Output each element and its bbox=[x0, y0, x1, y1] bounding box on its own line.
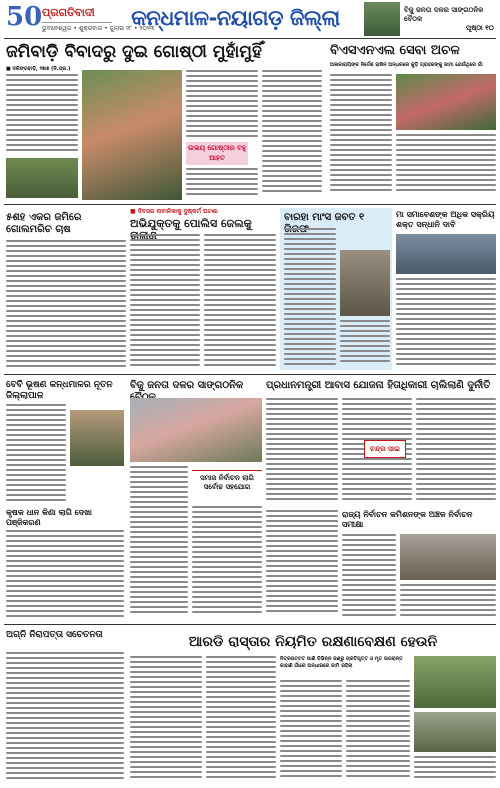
collector-photo bbox=[70, 410, 124, 466]
bjd-photo bbox=[130, 398, 262, 462]
theft-photo bbox=[340, 250, 390, 316]
ration-rule bbox=[192, 470, 262, 471]
pm-body-col3 bbox=[416, 398, 496, 506]
election-body-col1 bbox=[342, 534, 396, 620]
ration-body bbox=[192, 506, 262, 620]
theft-headline: ବାରହା ମାଂସ ଜବତ ୧ bbox=[284, 212, 365, 223]
road-photo-1 bbox=[414, 656, 496, 708]
police-body-col1 bbox=[130, 234, 200, 370]
road-body-col3 bbox=[280, 680, 342, 784]
theft-body-col1 bbox=[284, 228, 336, 368]
road-headline: ଆରଡି ରାସ୍ତାର ନିୟମିତ ରକ୍ଷଣାବେକ୍ଷଣ ହେଉନି bbox=[188, 634, 438, 650]
section-rule-1 bbox=[4, 204, 496, 205]
pm-headline: ପ୍ରଧାନମନ୍ତ୍ରୀ ଆବାସ ଯୋଜନା ହିତାଧିକାରୀ ଚାଲିଲାଣି ଦୁର୍ନୀତି bbox=[266, 380, 491, 391]
section-rule-3 bbox=[4, 624, 496, 625]
lead-body-col3 bbox=[186, 168, 258, 200]
masthead-rule bbox=[4, 38, 496, 39]
bsnl-body-col1 bbox=[330, 74, 392, 198]
bjd-headline: ବିଜୁ ଜନତା ଦଳର ସାଙ୍ଗଠନିକ bbox=[130, 380, 244, 391]
newspaper-logo: 50 bbox=[6, 2, 43, 32]
lead-photo-women bbox=[82, 70, 182, 200]
road-body-col4 bbox=[346, 680, 410, 784]
health-body bbox=[396, 278, 496, 370]
election-photo bbox=[400, 534, 496, 580]
section-rule-2 bbox=[4, 374, 496, 375]
bsnl-photo bbox=[396, 74, 496, 130]
lead-caption: ଉଭୟ ଗୋଷ୍ଠୀର ବହୁ ଆହତ bbox=[186, 142, 248, 165]
bsnl-body-col2 bbox=[396, 134, 496, 198]
fire-body bbox=[6, 652, 124, 784]
page-title: କନ୍ଧମାଳ-ନୟାଗଡ଼ ଜିଲ୍ଲା bbox=[131, 6, 340, 30]
pm-body-col1 bbox=[266, 398, 338, 506]
pm-body-col4 bbox=[266, 510, 338, 620]
pepper-body bbox=[6, 240, 126, 370]
road-body-col5 bbox=[414, 756, 496, 784]
police-headline: ଅଭିଯୁକ୍ତକୁ ପୋଲିସ ଜେଲକୁ bbox=[130, 217, 252, 230]
road-body-col2 bbox=[206, 656, 276, 784]
health-headline: ମା ସମାବେଶଙ୍କ ଅଧିକ ସକ୍ରିୟ ଶକ୍ତ ସନ୍ଧାନି ଦାବି bbox=[396, 210, 495, 229]
lead-byline: ■ ଦରିଙ୍ଗବାଡ଼ି, ୨୭ା୭ (ନି.ପ୍ର.) bbox=[6, 66, 71, 72]
logo-divider bbox=[42, 22, 112, 23]
road-body-col1 bbox=[130, 656, 202, 784]
lead-body-col1 bbox=[6, 74, 78, 156]
ad-text: ବିଜୁ ଜନତା ଦଳର ସାଙ୍ଗଠନିକ ବୈଠକ bbox=[404, 6, 484, 23]
police-body-col2 bbox=[204, 234, 276, 370]
bsnl-headline: ବିଏସଏନଏଲ ସେବା ଅଚଳ bbox=[330, 43, 460, 58]
pepper-headline: ୫ଶହ ଏକର ଜମିରେ ଗୋଲମରିଚ ଚାଷ bbox=[6, 212, 82, 235]
lead-headline: ଜମିବାଡ଼ି ବିବାଦରୁ ଦୁଇ ଗୋଷ୍ଠୀ ମୁହାଁମୁହିଁ bbox=[6, 42, 262, 62]
dateline: ଭୁବନେଶ୍ୱର • ଶୁକ୍ରବାର • ଜୁଲାଇ ୨୮ • ୨୦୨୩ bbox=[42, 25, 155, 32]
theft-body-col2 bbox=[340, 320, 390, 368]
fire-headline: ଅଗ୍ନି ନିରାପତ୍ତା ସଚେତନତା bbox=[6, 630, 103, 640]
farmer-body bbox=[6, 530, 124, 620]
health-photo bbox=[396, 234, 496, 274]
road-photo-2 bbox=[414, 712, 496, 752]
ad-photo bbox=[364, 2, 400, 36]
collector-body bbox=[6, 404, 66, 504]
masthead bbox=[0, 0, 500, 38]
election-body-col2 bbox=[400, 584, 496, 620]
farmer-headline: କୃଷକ ଧାନ କିଣା ଲାଗି ଦେଖା ପଞ୍ଜିକରଣ bbox=[6, 508, 92, 527]
newspaper-name: ପ୍ରଗତିବାଦୀ bbox=[42, 6, 95, 19]
pm-tag: ଚନ୍ଦ୍ର ସାଇ bbox=[364, 440, 406, 458]
bjd-body-col1 bbox=[130, 466, 188, 620]
page-number: ପୃଷ୍ଠା ୧୦ bbox=[466, 24, 494, 32]
road-subheadline: ନିତ୍ରପଟ୍ଟତ ପାଣି ବିଭିନ୍ନ ଜଣରୁ ପ୍ରତିପୃତ୍ତ ଓ ମୃତ ଉପରାନ୍ତ କାହାଣି ଗାଁରେ ଅନ୍ଧାରରେ ଜାମି ରହିଲା bbox=[280, 656, 403, 669]
collector-headline: ବେବି ଭୂଷଣ କନ୍ଧମାଳର ନୂତନ ଜିଲ୍ଲାପାଳ bbox=[6, 380, 113, 401]
lead-body-col4 bbox=[262, 70, 322, 200]
police-kicker: ■ ଦିବସର ନାବାଳିକାକୁ ଦୁଷ୍କର୍ମ ଘଟଣା bbox=[130, 208, 218, 215]
lead-body-col2 bbox=[186, 70, 258, 140]
lead-photo-small bbox=[6, 158, 78, 198]
ration-headline: ସମାଜ ନିର୍ବାଚନ ଲାଗି ସର୍ବୋଚ୍ଚ ସହଯୋଗ bbox=[200, 474, 254, 491]
election-headline: ରାଜ୍ୟ ନିର୍ବାଚନ କମିଶନଙ୍କ ଅଞ୍ଚଳ ନିର୍ବାଚନ ସମୀକ୍ଷା bbox=[342, 510, 473, 529]
bsnl-subheadline: ଅଳାକାରାୟିଙ୍କ ନିର୍ଦ୍ଦେଶ ରାଖିନ ଅନ୍ଧରରେ କୁଡ଼ି ଗ୍ରାହକଙ୍କୁ ଜାମା ଯେଉଁଥିରେ ଗାଁ bbox=[330, 62, 483, 68]
